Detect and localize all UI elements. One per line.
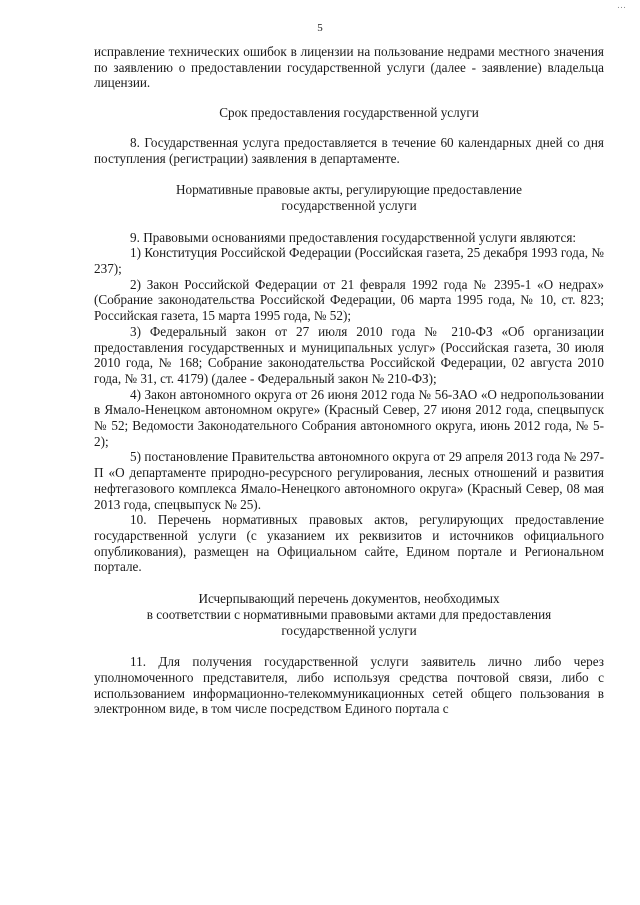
list-item-2: 2) Закон Российской Федерации от 21 февраля 1992 года № 2395-1 «О недрах» (Собрание законодательства Российской Федерации, 06 марта 1995 года, № 10, ст. 823; Российская газета, 15 марта 1995 года, № 52);	[94, 276, 604, 324]
list-item-5: 5) постановление Правительства автономного округа от 29 апреля 2013 года № 297-П «О департаменте природно-ресурсного регулирования, лесных отношений и развития нефтегазового комплекса Ямало-Ненецкого автономного округа» (Красный Север, 08 мая 2013 года, спецвыпуск № 25).	[94, 449, 604, 512]
heading-acts-line-2: государственной услуги	[281, 197, 417, 213]
corner-mark: …	[617, 0, 626, 10]
list-item-4: 4) Закон автономного округа от 26 июня 2012 года № 56-ЗАО «О недропользовании в Ямало-Ненецком автономном округе» (Красный Север, 27 июня 2012 года, спецвыпуск № 52; Ведомости Законодательного Собрания автономного округа, июнь 2012 года, № 5-2);	[94, 386, 604, 449]
heading-docs-line-3: государственной услуги	[281, 622, 417, 638]
page-number: 5	[317, 22, 323, 34]
paragraph-11: 11. Для получения государственной услуги заявитель лично либо через уполномоченного представителя, либо используя средства почтовой связи, либо с использованием информационно-телекоммуникационных сетей общего пользования в электронном виде, в том числе посредством Единого портала с	[94, 654, 604, 717]
page-body	[94, 44, 604, 717]
paragraph-8: 8. Государственная услуга предоставляется в течение 60 календарных дней со дня поступления (регистрации) заявления в департаменте.	[94, 134, 604, 166]
intro-paragraph: исправление технических ошибок в лицензии на пользование недрами местного значения по заявлению о предоставлении государственной услуги (далее - заявление) владельца лицензии.	[94, 44, 604, 91]
heading-acts-line-1: Нормативные правовые акты, регулирующие предоставление	[176, 182, 522, 198]
list-item-3: 3) Федеральный закон от 27 июля 2010 года № 210-ФЗ «Об организации предоставления государственных и муниципальных услуг» (Российская газета, 30 июля 2010 года, № 168; Собрание законодательства Российской Федерации, 02 августа 2010 года, № 31, ст. 4179) (далее - Федеральный закон № 210-ФЗ);	[94, 323, 604, 386]
heading-acts	[94, 182, 604, 213]
heading-docs-line-1: Исчерпывающий перечень документов, необходимых	[198, 591, 500, 607]
heading-docs	[94, 591, 604, 638]
heading-term: Срок предоставления государственной услуги	[219, 105, 479, 121]
heading-docs-line-2: в соответствии с нормативными правовыми актами для предоставления	[146, 606, 552, 622]
paragraph-10: 10. Перечень нормативных правовых актов, регулирующих предоставление государственной услуги (с указанием их реквизитов и источников официального опубликования), размещен на Официальном сайте, Едином портале и Региональном портале.	[94, 512, 604, 575]
paragraph-9: 9. Правовыми основаниями предоставления государственной услуги являются:	[130, 229, 577, 245]
list-item-1: 1) Конституция Российской Федерации (Российская газета, 25 декабря 1993 года, № 237);	[94, 245, 604, 277]
